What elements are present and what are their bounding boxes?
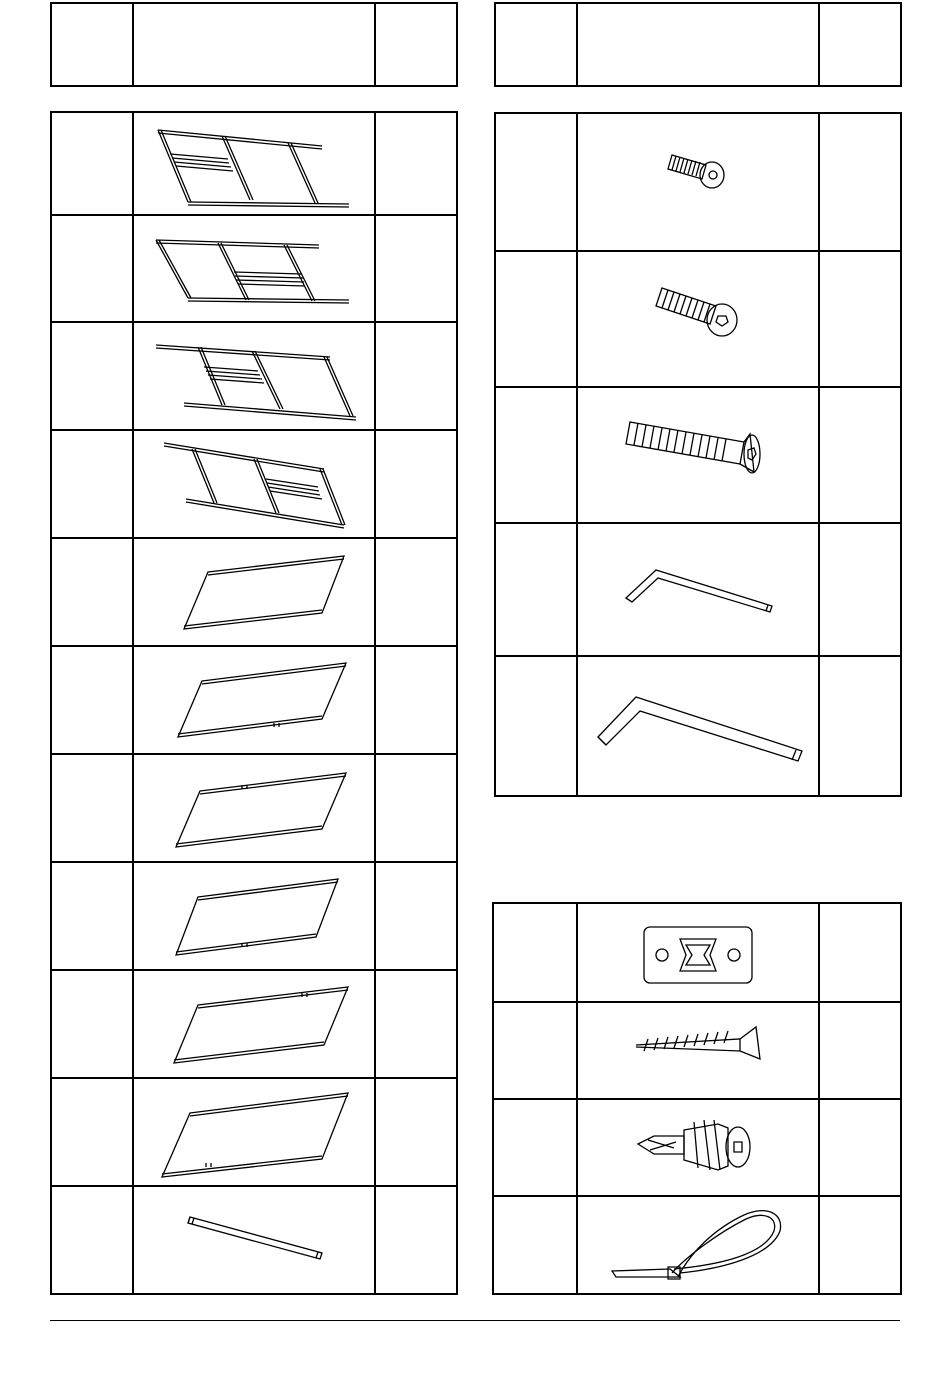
table-row [496, 250, 900, 388]
part-qty-cell [374, 863, 456, 971]
part-code-cell [52, 863, 134, 971]
part-qty-cell [374, 539, 456, 647]
part-code-cell [496, 524, 578, 657]
part-qty-cell [818, 1003, 900, 1100]
part-image-cell [576, 1197, 820, 1293]
table-row [52, 1185, 456, 1293]
bolt-short-icon [578, 114, 818, 252]
part-qty-cell [818, 388, 900, 524]
table-row [494, 1195, 900, 1293]
part-image-cell [576, 114, 820, 252]
part-image-cell [132, 1187, 376, 1293]
table-row [52, 321, 456, 431]
shelf-bottom-pegs-center-icon [134, 863, 374, 971]
table-row [496, 114, 900, 252]
table-row [52, 969, 456, 1079]
part-code-cell [52, 431, 134, 539]
bolt-medium-icon [578, 252, 818, 388]
part-qty-cell [818, 524, 900, 657]
bolt-long-icon [578, 388, 818, 524]
table-row [494, 1001, 900, 1100]
part-qty-cell [818, 904, 900, 1003]
shelf-plain-icon [134, 539, 374, 647]
part-code-cell [494, 1100, 578, 1197]
part-qty-cell [374, 1187, 456, 1293]
part-code-cell [496, 252, 578, 388]
allen-key-small-icon [578, 524, 818, 657]
hardware-table [494, 112, 902, 797]
table-row [52, 1077, 456, 1187]
table-row [52, 645, 456, 755]
part-image-cell [132, 971, 376, 1079]
frame-right-upper-icon [134, 323, 374, 431]
hardware-header-table [494, 2, 902, 87]
table-row [494, 1098, 900, 1197]
part-qty-cell [818, 252, 900, 388]
header-col-qty [818, 4, 900, 85]
panels-table [50, 111, 458, 1295]
table-row [52, 537, 456, 647]
panels-header-table [50, 2, 458, 87]
shelf-top-pegs-left-icon [134, 755, 374, 863]
part-image-cell [576, 904, 820, 1003]
shelf-bottom-pegs-icon [134, 647, 374, 755]
wood-screw-icon [578, 1003, 818, 1100]
table-row [52, 113, 456, 216]
footer-divider [50, 1320, 900, 1321]
part-image-cell [576, 388, 820, 524]
part-code-cell [52, 216, 134, 323]
part-image-cell [132, 1079, 376, 1187]
shelf-top-pegs-right-icon [134, 971, 374, 1079]
shelf-large-icon [134, 1079, 374, 1187]
part-qty-cell [374, 1079, 456, 1187]
allen-key-large-icon [578, 657, 818, 795]
part-code-cell [494, 904, 578, 1003]
part-code-cell [496, 388, 578, 524]
table-row [52, 429, 456, 539]
frame-left-lower-icon [134, 216, 374, 323]
part-code-cell [494, 1003, 578, 1100]
part-qty-cell [374, 971, 456, 1079]
part-code-cell [52, 1187, 134, 1293]
part-qty-cell [374, 431, 456, 539]
part-image-cell [132, 755, 376, 863]
part-image-cell [132, 863, 376, 971]
header-col-image [132, 4, 376, 85]
wall-kit-table [492, 902, 902, 1295]
part-qty-cell [374, 323, 456, 431]
part-qty-cell [374, 216, 456, 323]
part-qty-cell [818, 657, 900, 795]
part-code-cell [52, 539, 134, 647]
part-image-cell [576, 252, 820, 388]
table-row [496, 386, 900, 524]
part-qty-cell [818, 1197, 900, 1293]
table-row [496, 655, 900, 795]
part-code-cell [52, 1079, 134, 1187]
part-code-cell [52, 113, 134, 216]
frame-right-lower-icon [134, 431, 374, 539]
part-image-cell [132, 216, 376, 323]
part-code-cell [52, 647, 134, 755]
part-code-cell [496, 114, 578, 252]
frame-left-upper-icon [134, 113, 374, 216]
part-code-cell [52, 971, 134, 1079]
part-image-cell [132, 323, 376, 431]
table-row [52, 861, 456, 971]
part-code-cell [52, 755, 134, 863]
header-col-qty [374, 4, 456, 85]
header-col-code [52, 4, 134, 85]
part-qty-cell [374, 647, 456, 755]
cable-tie-icon [578, 1197, 818, 1293]
wall-bracket-icon [578, 904, 818, 1003]
part-image-cell [576, 524, 820, 657]
table-row [494, 904, 900, 1003]
part-image-cell [132, 647, 376, 755]
part-code-cell [496, 657, 578, 795]
part-code-cell [52, 323, 134, 431]
part-image-cell [132, 539, 376, 647]
part-image-cell [576, 1003, 820, 1100]
part-image-cell [576, 657, 820, 795]
part-image-cell [132, 431, 376, 539]
part-qty-cell [374, 113, 456, 216]
part-qty-cell [374, 755, 456, 863]
header-col-code [496, 4, 578, 85]
part-code-cell [494, 1197, 578, 1293]
rod-icon [134, 1187, 374, 1293]
table-row [52, 753, 456, 863]
part-qty-cell [818, 114, 900, 252]
part-qty-cell [818, 1100, 900, 1197]
part-image-cell [132, 113, 376, 216]
header-col-image [576, 4, 820, 85]
part-image-cell [576, 1100, 820, 1197]
table-row [496, 522, 900, 657]
drywall-anchor-icon [578, 1100, 818, 1197]
table-row [52, 214, 456, 323]
